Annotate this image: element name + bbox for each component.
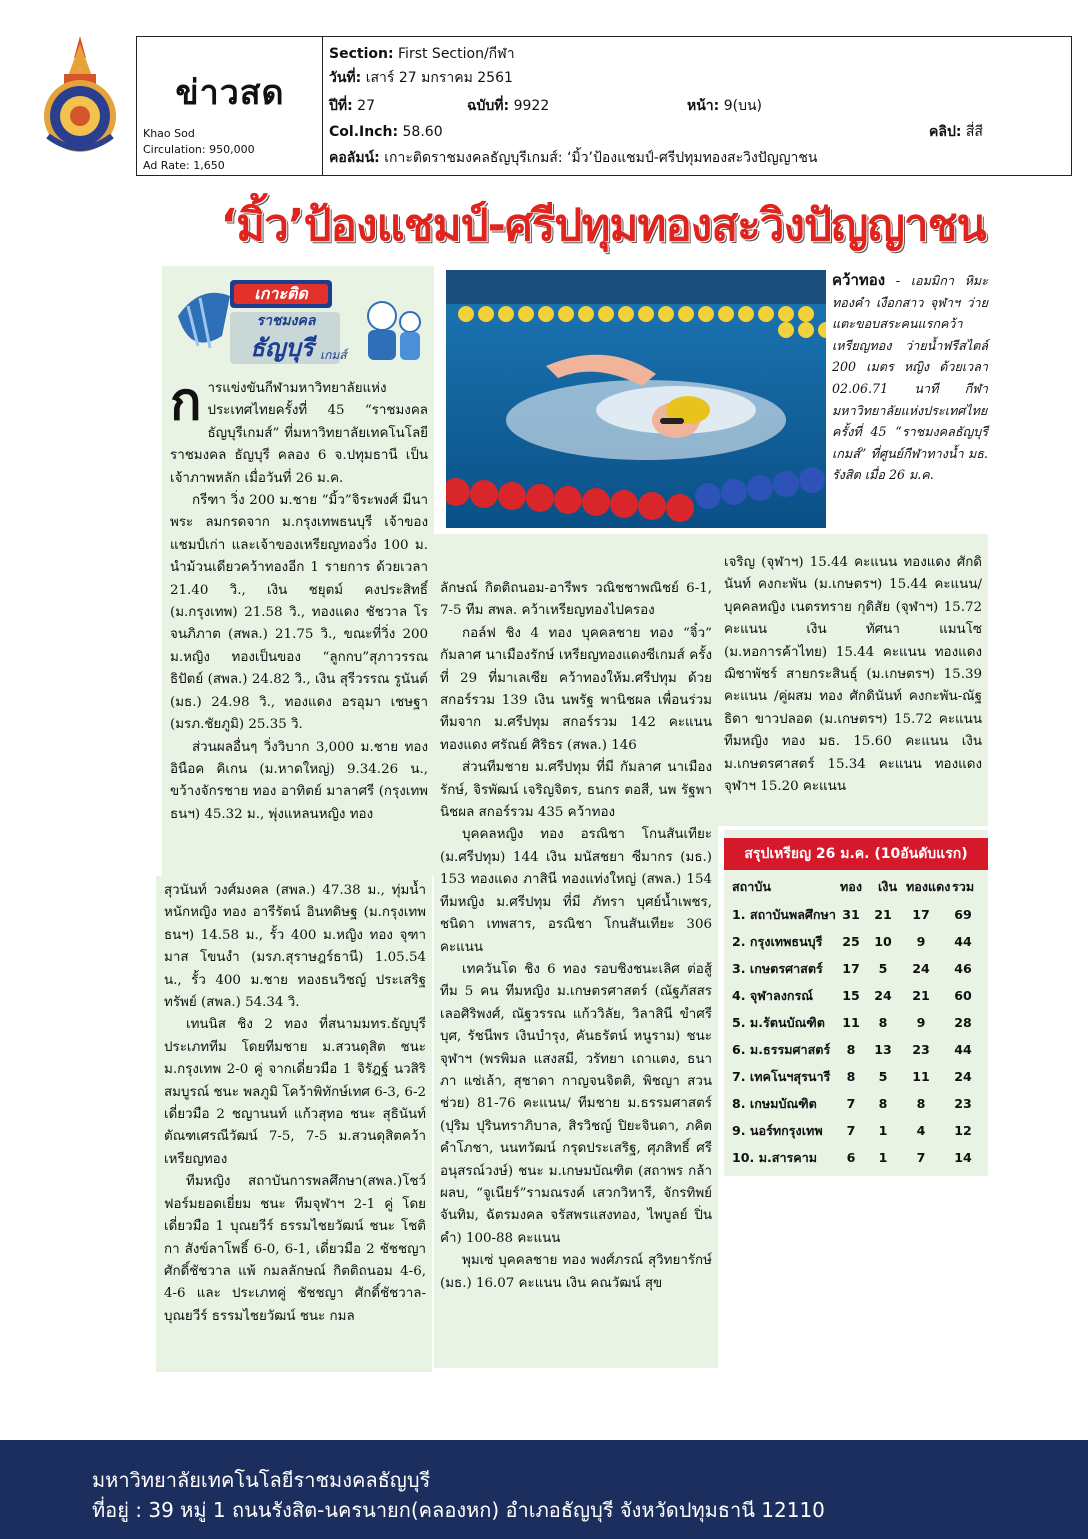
cell-institution: 5. ม.รัตนบัณฑิต bbox=[732, 1015, 825, 1030]
article-column-1-text bbox=[170, 378, 428, 872]
cell-gold: 8 bbox=[846, 1042, 856, 1057]
paragraph: กรีฑา วิ่ง 200 ม.ชาย “มิ้ว”จิระพงศ์ มีนาพระ ลมกรดจาก ม.กรุงเทพธนบุรี เจ้าของแชมป์เก่า และเจ้าของเหรียญทองวิ่ง 100 ม. นำม้วนเดียวคว้าทองอีก 1 รายการ ด้วยเวลา 21.40 วิ., เงิน ชยุตม์ คงประสิทธิ์ (ม.กรุงเทพ) 21.58 วิ., ทองแดง ชัชวาล โรจนภิภาต (สพล.) 21.75 วิ., ขณะที่วิ่ง 200 ม.หญิง ทองเป็นของ “ลูกกบ”สุภาวรรณ ธิปัตย์ (สพล.) 24.82 วิ., เงิน สุรีวรรณ รูนันต์ (มธ.) 24.98 วิ., ทองแดง อรอุมา เชษฐา (มรภ.ชัยภูมิ) 25.35 วิ. bbox=[170, 493, 428, 733]
cell-gold: 6 bbox=[846, 1150, 856, 1165]
paragraph: ลักษณ์ กิตติถนอม-อารีพร วณิชชาพณิชย์ 6-1, 7-5 ทีม สพล. คว้าเหรียญทองไปครอง bbox=[440, 581, 712, 619]
medal-table-row bbox=[724, 983, 988, 1009]
newspaper-en-name: Khao Sod bbox=[143, 127, 195, 140]
cell-bronze: 24 bbox=[912, 961, 930, 976]
paragraph: ารแข่งขันกีฬามหาวิทยาลัยแห่งประเทศไทยครั้งที่ 45 “ราชมงคลธัญบุรีเกมส์” ที่มหาวิทยาลัยเทคโนโลยีราชมงคล ธัญบุรี คลอง 6 จ.ปทุมธานี เป็นเจ้าภาพหลัก เมื่อวันที่ 26 ม.ค. bbox=[170, 381, 428, 486]
swimmer-photo bbox=[446, 270, 826, 528]
cell-gold: 7 bbox=[846, 1123, 856, 1138]
cell-institution: 1. สถาบันพลศึกษา bbox=[732, 907, 836, 922]
newspaper-cell bbox=[137, 37, 323, 175]
cell-total: 24 bbox=[954, 1069, 972, 1084]
cell-total: 44 bbox=[954, 1042, 972, 1057]
paragraph: พุมเซ่ บุคคลชาย ทอง พงศ์ภรณ์ สุวิทยารักษ์ (มธ.) 16.07 คะแนน เงิน คณวัฒน์ สุข bbox=[440, 1253, 712, 1291]
article-column-2-text bbox=[440, 578, 712, 1368]
university-seal-logo bbox=[38, 36, 122, 156]
cell-bronze: 11 bbox=[912, 1069, 930, 1084]
cell-total: 60 bbox=[954, 988, 972, 1003]
header-total: รวม bbox=[952, 879, 975, 894]
cell-bronze: 9 bbox=[916, 1015, 926, 1030]
cell-silver: 10 bbox=[874, 934, 892, 949]
cell-silver: 8 bbox=[878, 1015, 888, 1030]
cell-institution: 7. เทคโนฯสุรนารี bbox=[732, 1069, 831, 1084]
paragraph: สุวนันท์ วงศ์มงคล (สพล.) 47.38 ม., ทุ่มน้ำหนักหญิง ทอง อารีรัตน์ อินทดิษฐ (ม.กรุงเทพธนฯ) 14.58 ม., รั้ว 400 ม.หญิง ทอง จุฑามาส โขนงำ (มรภ.สุราษฎร์ธานี) 1.05.54 น., รั้ว 400 ม.ชาย ทองธนวิชญ์ ประเสริฐทรัพย์ (สพล.) 54.34 วิ. bbox=[164, 883, 426, 1011]
cell-total: 28 bbox=[954, 1015, 972, 1030]
footer-address: ที่อยู่ : 39 หมู่ 1 ถนนรังสิต-นครนายก(คลองหก) อำเภอธัญบุรี จังหวัดปทุมธานี 12110 bbox=[92, 1498, 825, 1522]
paragraph: เทนนิส ชิง 2 ทอง ที่สนามมทร.ธัญบุรี ประเภททีม โดยทีมชาย ม.สวนดุสิต ชนะ ม.กรุงเทพ 2-0 คู่ จากเดี่ยวมือ 1 จิรัฎฐ์ นวสิริสมบูรณ์ ชนะ พลภูมิ โคว้าพิทักษ์เทศ 6-3, 6-2 เดี่ยวมือ 2 ชญานนท์ แก้วสุทอ ชนะ สุธินันท์ ตัณฑเศรณีวัฒน์ 7-5, 7-5 ม.สวนดุสิตคว้าเหรียญทอง bbox=[164, 1017, 426, 1167]
paragraph: ส่วนผลอื่นๆ วิ่งวิบาก 3,000 ม.ชาย ทอง อินือค คิเกน (ม.หาดใหญ่) 9.34.26 น., ขว้างจักรชาย ทอง อาทิตย์ มาลาศรี (กรุงเทพธนฯ) 45.32 ม., พุ่งแหลนหญิง ทอง bbox=[170, 739, 428, 822]
logo-text-2: ราชมงคล bbox=[256, 313, 316, 329]
clipping-header bbox=[136, 36, 1072, 176]
cell-institution: 9. นอร์ทกรุงเทพ bbox=[732, 1123, 823, 1138]
cell-gold: 25 bbox=[842, 934, 860, 949]
header-silver: เงิน bbox=[878, 879, 898, 894]
footer-bar bbox=[0, 1440, 1088, 1539]
cell-silver: 13 bbox=[874, 1042, 892, 1057]
paragraph: เจริญ (จุฬาฯ) 15.44 คะแนน ทองแดง ศักดินันท์ คงกะพัน (ม.เกษตรฯ) 15.44 คะแนน/ บุคคลหญิง เนตรทราย กุดิสัย (จุฬาฯ) 15.72 คะแนน เงิน ทัศนา แมนโซ (ม.หอการค้าไทย) 15.44 คะแนน ทองแดง ฌิชาพัชร์ สายกระสินธุ์ (ม.เกษตรฯ) 15.39 คะแนน /คู่ผสม ทอง ศักดินันท์ คงกะพัน-ณัฐธิดา ขาวปลอด (ม.เกษตรฯ) 15.72 คะแนน ทีมหญิง ทอง มธ. 15.60 คะแนน เงิน ม.เกษตรศาสตร์ 15.34 คะแนน ทองแดง จุฬาฯ 15.20 คะแนน bbox=[724, 555, 982, 795]
paragraph: ส่วนทีมชาย ม.ศรีปทุม ที่มี กัมลาศ นาเมืองรักษ์, จิรพัฒน์ เจริญจิตร, ธนกร ตอสี, นพ รัฐพานิชผล สกอร์รวม 435 คว้าทอง bbox=[440, 760, 712, 821]
cell-institution: 10. ม.สารคาม bbox=[732, 1150, 818, 1165]
cell-bronze: 23 bbox=[912, 1042, 930, 1057]
paragraph: เทควันโด ชิง 6 ทอง รอบชิงชนะเลิศ ต่อสู้ ทีม 5 คน ทีมหญิง ม.เกษตรศาสตร์ (ณัฐภัสสร เลอศิริพงศ์, ณัฐวรรณ แก้ววิลัย, วิลาสินี ขำศรีบุศ, รัชนีพร เงินบำรุง, คันธรัตน์ หนูราม) ชนะ จุฬาฯ (พรพิมล แสงสมี, วรัทยา เถาแตง, ธนาภา แซ่เล้า, สุชาดา กาญจนจิตติ, พิชญา สวนช่วย) 81-76 คะแนน/ ทีมชาย ม.ธรรมศาสตร์ (ปุริม ปุรินทราภิบาล, สิรวิชญ์ ปิยะจินดา, ภคิต คำโภชา, นนทวัฒน์ กรุดประเสริฐ, ศุภสิทธิ์ ศรีอนุสรณ์วงษ์) ชนะ ม.เกษมบัณฑิต (สถาพร กล้าผลบ, “จูเนียร์”รามณรงค์ เสวกวิหารี, จักรทิพย์ จันทิม, ฉัตรมงคล จรัสพรแสงทอง, ไพบูลย์ ปิ่นคำ) 100-88 คะแนน bbox=[440, 961, 712, 1246]
circulation: Circulation: 950,000 bbox=[143, 143, 255, 156]
medal-table-row bbox=[724, 1037, 988, 1063]
cell-gold: 15 bbox=[842, 988, 860, 1003]
cell-institution: 3. เกษตรศาสตร์ bbox=[732, 961, 823, 976]
medal-table-row bbox=[724, 1064, 988, 1090]
cell-institution: 8. เกษมบัณฑิต bbox=[732, 1096, 817, 1111]
cell-institution: 4. จุฬาลงกรณ์ bbox=[732, 988, 813, 1003]
games-logo bbox=[170, 276, 428, 372]
cell-silver: 24 bbox=[874, 988, 892, 1003]
cell-gold: 8 bbox=[846, 1069, 856, 1084]
cell-gold: 7 bbox=[846, 1096, 856, 1111]
cell-gold: 11 bbox=[842, 1015, 860, 1030]
header-gold: ทอง bbox=[840, 879, 863, 894]
medal-table-title: สรุปเหรียญ 26 ม.ค. (10อันดับแรก) bbox=[724, 838, 988, 870]
medal-table-row bbox=[724, 1010, 988, 1036]
paragraph: ทีมหญิง สถาบันการพลศึกษา(สพล.)โชว์ฟอร์มยอดเยี่ยม ชนะ ทีมจุฬาฯ 2-1 คู่ โดย เดี่ยวมือ 1 บุณยวีร์ ธรรมไชยวัฒน์ ชนะ โชติกา สังข์ลาโพธิ์ 6-0, 6-1, เดี่ยวมือ 2 ชัชชญา ศักดิ์ชัชวาล แพ้ กมลลักษณ์ กิตติถนอม 4-6, 4-6 และ ประเภทคู่ ชัชชญา ศักดิ์ชัชวาล-บุณยวีร์ ธรรมไชยวัฒน์ ชนะ กมล bbox=[164, 1174, 426, 1324]
ad-rate: Ad Rate: 1,650 bbox=[143, 159, 225, 172]
cell-bronze: 21 bbox=[912, 988, 930, 1003]
medal-table-row bbox=[724, 1118, 988, 1144]
cell-institution: 2. กรุงเทพธนบุรี bbox=[732, 934, 823, 949]
clip-field: คลิป: สี่สี bbox=[929, 124, 983, 140]
logo-text-3: ธัญบุรี bbox=[250, 334, 314, 362]
page-field: หน้า: 9(บน) bbox=[687, 98, 763, 114]
section-line: Section: First Section/กีฬา bbox=[329, 46, 515, 62]
cell-gold: 17 bbox=[842, 961, 860, 976]
photo-caption bbox=[832, 270, 988, 528]
cell-silver: 5 bbox=[878, 961, 888, 976]
cell-silver: 5 bbox=[878, 1069, 888, 1084]
cell-bronze: 7 bbox=[916, 1150, 926, 1165]
medal-table-row bbox=[724, 929, 988, 955]
article-column-3-text bbox=[724, 552, 982, 824]
medal-table bbox=[724, 830, 988, 1176]
year-field: ปีที่: 27 bbox=[329, 98, 375, 114]
medal-table-header bbox=[724, 874, 988, 900]
footer-university-name: มหาวิทยาลัยเทคโนโลยีราชมงคลธัญบุรี bbox=[92, 1468, 431, 1492]
medal-table-row bbox=[724, 1145, 988, 1171]
cell-total: 14 bbox=[954, 1150, 972, 1165]
medal-table-row bbox=[724, 1091, 988, 1117]
cell-bronze: 4 bbox=[916, 1123, 926, 1138]
cell-total: 23 bbox=[954, 1096, 972, 1111]
medal-table-row bbox=[724, 956, 988, 982]
cell-silver: 8 bbox=[878, 1096, 888, 1111]
headline: ‘มิ้ว’ป้องแชมป์-ศรีปทุมทองสะวิงปัญญาชน bbox=[220, 200, 986, 251]
cell-silver: 1 bbox=[878, 1123, 888, 1138]
header-bronze: ทองแดง bbox=[906, 879, 951, 894]
column-field: คอลัมน์: เกาะติดราชมงคลธัญบุรีเกมส์: ‘มิ้ว’ป้องแชมป์-ศรีปทุมทองสะวิงปัญญาชน bbox=[329, 150, 818, 166]
cell-total: 69 bbox=[954, 907, 972, 922]
cell-bronze: 9 bbox=[916, 934, 926, 949]
cell-bronze: 17 bbox=[912, 907, 930, 922]
newspaper-name: ข่าวสด bbox=[175, 73, 285, 113]
article-column-1b-text bbox=[164, 880, 426, 1368]
paragraph: บุคคลหญิง ทอง อรณิชา โกนสันเทียะ (ม.ศรีปทุม) 144 เงิน มนัสชยา ซีมากร (มธ.) 153 ทองแดง ภาสินี ทองแท่งใหญ่ (สพล.) 154 ทีมหญิง ม.ศรีปทุม ที่มี ภัทรา บุศย์น้ำเพชร, ชนิดา เทพสาร, อรณิชา โกนสันเทียะ 306 คะแนน bbox=[440, 827, 712, 955]
colinch-field: Col.Inch: 58.60 bbox=[329, 124, 443, 140]
cell-silver: 1 bbox=[878, 1150, 888, 1165]
paragraph: กอล์ฟ ชิง 4 ทอง บุคคลชาย ทอง “จิ๋ว” กัมลาศ นาเมืองรักษ์ เหรียญทองแดงซีเกมส์ ครั้งที่ 29 ที่มาเลเซีย คว้าทองให้ม.ศรีปทุม ด้วยสกอร์รวม 139 เงิน นพรัฐ พานิชผล เพื่อนร่วมทีมจาก ม.ศรีปทุม สกอร์รวม 142 คะแนน ทองแดง ศรัณย์ ศิริธร (สพล.) 146 bbox=[440, 625, 712, 753]
issue-field: ฉบับที่: 9922 bbox=[467, 98, 550, 114]
cell-silver: 21 bbox=[874, 907, 892, 922]
drop-cap: ก bbox=[170, 378, 202, 432]
caption-body: - เอมมิกา หิมะทองคำ เงือกสาว จุฬาฯ ว่ายแตะขอบสระคนแรกคว้าเหรียญทอง ว่ายน้ำฟรีสไตล์ 200 เมตร หญิง ด้วยเวลา 02.06.71 นาที กีฬามหาวิทยาลัยแห่งประเทศไทย ครั้งที่ 45 “ราชมงคลธัญบุรีเกมส์” ที่ศูนย์กีฬาทางน้ำ มธ. รังสิต เมื่อ 26 ม.ค. bbox=[832, 273, 988, 483]
date-line: วันที่: เสาร์ 27 มกราคม 2561 bbox=[329, 70, 513, 86]
logo-text-4: เกมส์ bbox=[320, 348, 347, 362]
medal-table-row bbox=[724, 902, 988, 928]
cell-bronze: 8 bbox=[916, 1096, 926, 1111]
header-institution: สถาบัน bbox=[732, 879, 771, 894]
cell-gold: 31 bbox=[842, 907, 860, 922]
cell-institution: 6. ม.ธรรมศาสตร์ bbox=[732, 1042, 831, 1057]
logo-text-1: เกาะติด bbox=[254, 284, 308, 303]
caption-lead: คว้าทอง bbox=[832, 271, 886, 289]
cell-total: 12 bbox=[954, 1123, 972, 1138]
cell-total: 44 bbox=[954, 934, 972, 949]
cell-total: 46 bbox=[954, 961, 972, 976]
